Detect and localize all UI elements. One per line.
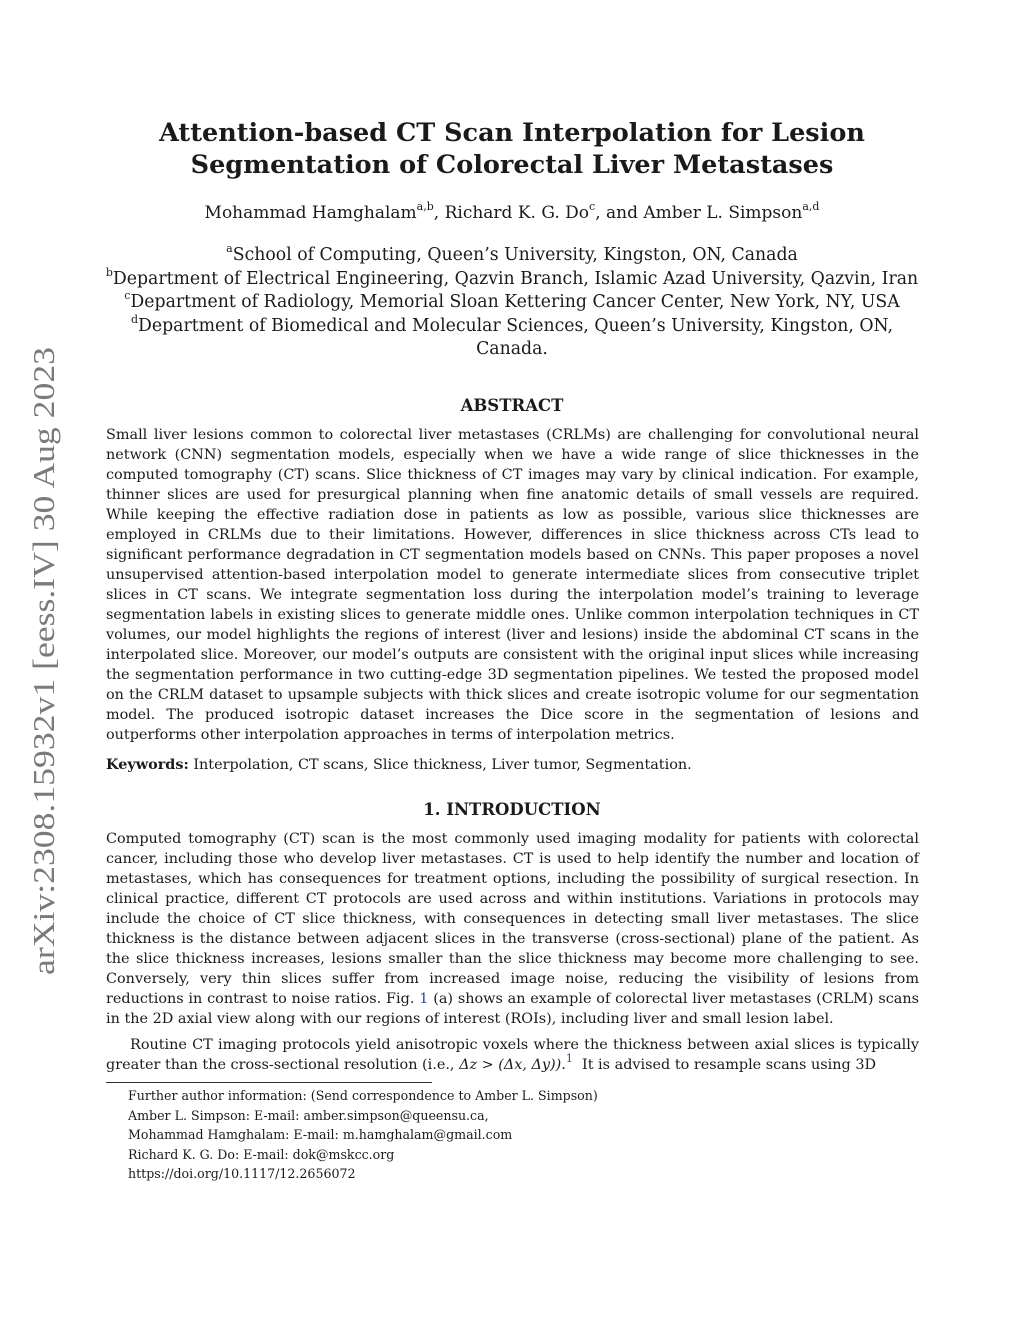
affiliation — [100, 265, 924, 292]
keywords-text: Interpolation, CT scans, Slice thickness, Liver tumor, Segmentation. — [193, 757, 692, 773]
footnote-ref-link[interactable]: 1 — [565, 1052, 573, 1066]
intro-paragraph-1 — [106, 829, 919, 1029]
affiliation-sup: d — [130, 312, 139, 326]
title-line-1: Attention-based CT Scan Interpolation for Lesion — [159, 118, 865, 148]
affiliation-sup: a — [226, 242, 233, 256]
affiliation-text: Department of Radiology, Memorial Sloan Kettering Cancer Center, New York, NY, USA — [130, 292, 900, 312]
introduction-heading: 1. INTRODUCTION — [423, 800, 601, 819]
affiliation-text: School of Computing, Queen’s University, Kingston, ON, Canada — [232, 245, 798, 265]
arxiv-id-text: arXiv:2308.15932v1 [eess.IV] 30 Aug 2023 — [26, 429, 61, 975]
affiliation-text: Department of Biomedical and Molecular Sciences, Queen’s University, Kingston, ON, — [138, 315, 894, 336]
abstract-body: Small liver lesions common to colorectal liver metastases (CRLMs) are challenging for convolutional neural network (CNN) segmentation models, especially when we have a wide range of slice thicknesses in the computed tomography (CT) scans. Slice thickness of CT images may vary by clinical indication. For example, thinner slices are used for presurgical planning when fine anatomic details of small vessels are required. While keeping the effective radiation dose in patients as low as possible, various slice thicknesses are employed in CRLMs due to their limitations. However, differences in slice thickness across CTs lead to significant performance degradation in CT segmentation models based on CNNs. This paper proposes a novel unsupervised attention-based interpolation model to generate intermediate slices from consecutive triplet slices in CT scans. We integrate segmentation loss during the interpolation model’s training to leverage segmentation labels in existing slices to generate middle ones. Unlike common interpolation techniques in CT volumes, our model highlights the regions of interest (liver and lesions) inside the abdominal CT scans in the interpolated slice. Moreover, our model’s outputs are consistent with the original input slices while increasing the segmentation performance in two cutting-edge 3D segmentation pipelines. We tested the proposed model on the CRLM dataset to upsample subjects with thick slices and create isotropic volume for our segmentation model. The produced isotropic dataset increases the Dice score in the segmentation of lesions and outperforms other interpolation approaches in terms of interpolation metrics. — [106, 427, 919, 743]
figure-ref-link[interactable]: 1 — [419, 991, 429, 1007]
footnotes — [106, 1086, 919, 1184]
author-name: Richard K. G. Do — [444, 203, 590, 223]
affiliation — [100, 291, 924, 315]
affiliation-list — [100, 244, 924, 362]
affiliation-sup: c — [124, 289, 131, 303]
author-affil-sup: a,d — [802, 200, 820, 214]
author-affil-sup: a,b — [416, 200, 434, 214]
footnote-line: Mohammad Hamghalam: E-mail: m.hamghalam@gmail.com — [128, 1127, 513, 1142]
intro-text: Routine CT imaging protocols yield anisotropic voxels where the thickness between axial slices is typically greater than the cross-sectional resolution (i.e., — [106, 1037, 919, 1073]
footnote-line: Richard K. G. Do: E-mail: dok@mskcc.org — [128, 1146, 395, 1162]
affiliation-text: Department of Electrical Engineering, Qazvin Branch, Islamic Azad University, Qazvin, Iran — [112, 268, 919, 289]
keywords-line — [106, 755, 919, 775]
affiliation-continuation: Canada. — [476, 339, 548, 359]
paper-title — [120, 117, 904, 181]
keywords-label: Keywords: — [106, 756, 189, 773]
affiliation — [100, 244, 924, 268]
footnote-divider — [106, 1082, 432, 1083]
footnote-line: Further author information: (Send correspondence to Amber L. Simpson) — [128, 1088, 598, 1103]
affiliation — [100, 312, 924, 339]
author-affil-sup: c — [589, 200, 596, 214]
author-name: Amber L. Simpson — [643, 203, 803, 223]
intro-text: (a) shows an example of colorectal liver metastases (CRLM) scans in the 2D axial view along with our regions of interest (ROIs), including liver and small lesion label. — [106, 991, 920, 1027]
intro-paragraph-2 — [106, 1035, 919, 1075]
title-line-2: Segmentation of Colorectal Liver Metastases — [190, 150, 834, 180]
footnote-line: Amber L. Simpson: E-mail: amber.simpson@queensu.ca, — [128, 1107, 489, 1123]
arxiv-sidebar-stamp — [12, 345, 67, 980]
intro-text: Computed tomography (CT) scan is the most commonly used imaging modality for patients with colorectal cancer, including those who develop liver metastases. CT is used to help identify the number and location of metastases, which has consequences for treatment options, including the possibility of surgical resection. In clinical practice, different CT protocols are used across and within institutions. Variations in protocols may include the choice of CT slice thickness, with consequences in detecting small liver metastases. The slice thickness is the distance between adjacent slices in the transverse (cross-sectional) plane of the patient. As the slice thickness increases, lesions smaller than the slice thickness may become more challenging to see. Conversely, very thin slices suffer from increased image noise, reducing the visibility of lesions from reductions in contrast to noise ratios. Fig. — [106, 831, 919, 1007]
author-name: Mohammad Hamghalam — [204, 203, 417, 223]
author-list: Mohammad Hamghalam$^{a,b}$, Richard K. G. Do$^c$, and Amber L. Simpson$^{a,d}$ — [204, 200, 820, 223]
math-expression: Δz > (Δx, Δy)). — [459, 1057, 566, 1073]
intro-text: It is advised to resample scans using 3D — [582, 1057, 877, 1073]
doi-link[interactable]: https://doi.org/10.1117/12.2656072 — [128, 1166, 356, 1181]
abstract-heading: ABSTRACT — [460, 396, 564, 415]
affiliation-sup: b — [105, 265, 113, 279]
